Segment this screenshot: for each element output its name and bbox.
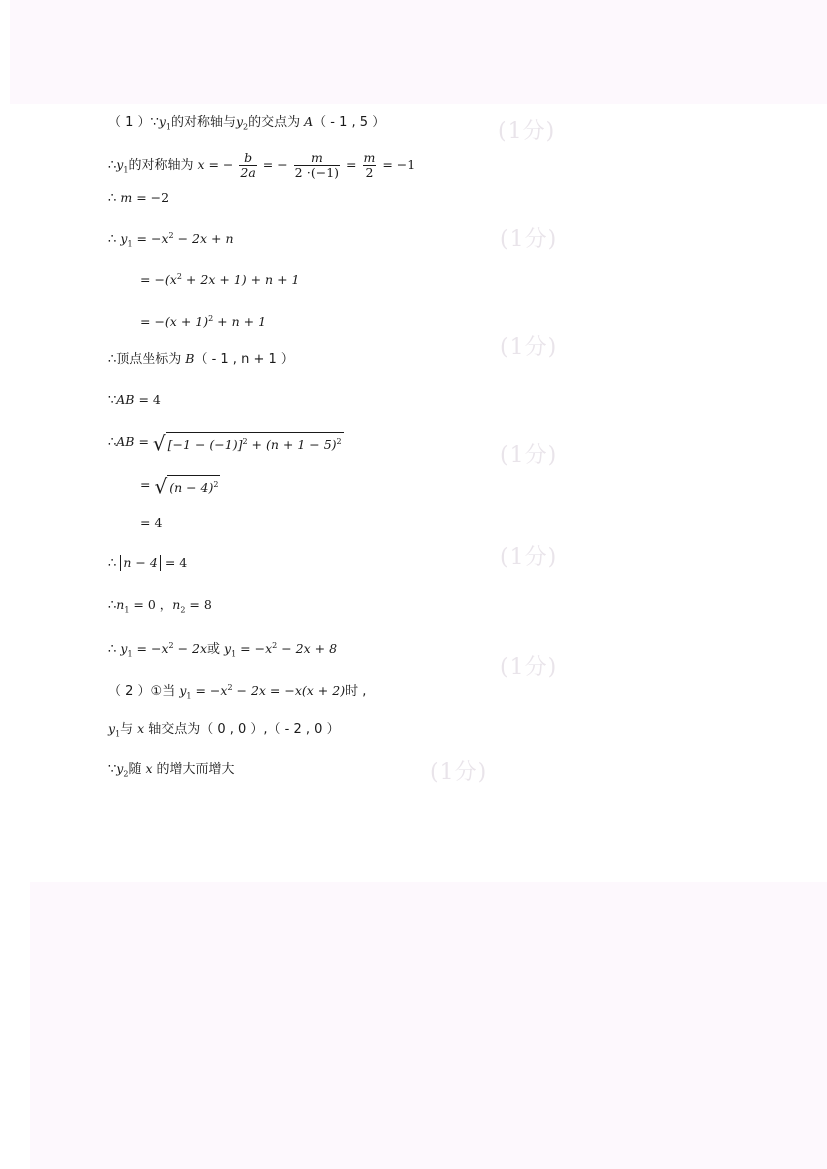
step-complete-square-2: = $-(x + 1)^2 + n + 1$ xyxy=(140,314,267,330)
step-absolute-value: ∴ n − 4 = 4 xyxy=(108,555,188,571)
step-m-value: ∴ m = −2 xyxy=(108,190,170,206)
step-y1-expression: ∴ $y_1 = -x^2 - 2x + n$ xyxy=(108,231,234,249)
bleed-through-mark: (1分) xyxy=(498,119,556,144)
step-ab-distance: ∴AB = √ $[-1 - (-1)]^2 + (n + 1 - 5)^2$ xyxy=(108,428,344,456)
square-root: √ $[-1 - (-1)]^2 + (n + 1 - 5)^2$ xyxy=(152,431,342,455)
bleed-through-mark: (1分) xyxy=(500,335,558,360)
step-ab-equals: = 4 xyxy=(140,515,163,530)
step-x-intercepts: $y_1$与 x 轴交点为（ 0 , 0 ）,（ - 2 , 0 ） xyxy=(108,721,340,739)
step-y1-results: ∴ $y_1 = -x^2 - 2x$或 $y_1 = -x^2 - 2x + 8$ xyxy=(108,641,338,659)
step-vertex: ∴顶点坐标为 B（ - 1 , n + 1 ） xyxy=(108,351,294,367)
bleed-through-mark: (1分) xyxy=(430,760,488,785)
bleed-through-mark: (1分) xyxy=(500,655,558,680)
step-y2-increasing: $\because y_2$随 x 的增大而增大 xyxy=(108,761,235,779)
step-axis-of-symmetry: $\therefore y_1$的对称轴为 x = − $\frac{b}{2a}$ = − $\frac{m}{2 \cdot(-1)}$ = $\frac{m}{2}$ = −1 xyxy=(108,150,416,180)
step-complete-square-1: = $-(x^2 + 2x + 1) + n + 1$ xyxy=(140,272,300,288)
step-part1-given: （ 1 ）$\because y_1$的对称轴与$y_2$的交点为 A（ - 1 , 5 ） xyxy=(108,114,386,132)
fraction: $\frac{m}{2 \cdot(-1)}$ xyxy=(294,150,340,180)
absolute-value: n − 4 xyxy=(120,555,160,571)
step-part2-case1: （ 2 ）①当 $y_1 = -x^2 - 2x = -x(x + 2)$时 , xyxy=(108,683,367,701)
fraction: $\frac{m}{2}$ xyxy=(363,150,376,180)
bleed-through-mark: (1分) xyxy=(500,227,558,252)
step-n-values: $\therefore n_1 = 0$ ，$n_2 = 8$ xyxy=(108,597,212,615)
bleed-through-mark: (1分) xyxy=(500,545,558,570)
square-root: √ $(n - 4)^2$ xyxy=(154,474,219,498)
step-ab-simplified: = √ $(n - 4)^2$ xyxy=(140,471,220,499)
bleed-through-mark: (1分) xyxy=(500,443,558,468)
step-ab-given: ∵AB = 4 xyxy=(108,392,161,408)
fraction: $\frac{b}{2a}$ xyxy=(240,150,256,180)
